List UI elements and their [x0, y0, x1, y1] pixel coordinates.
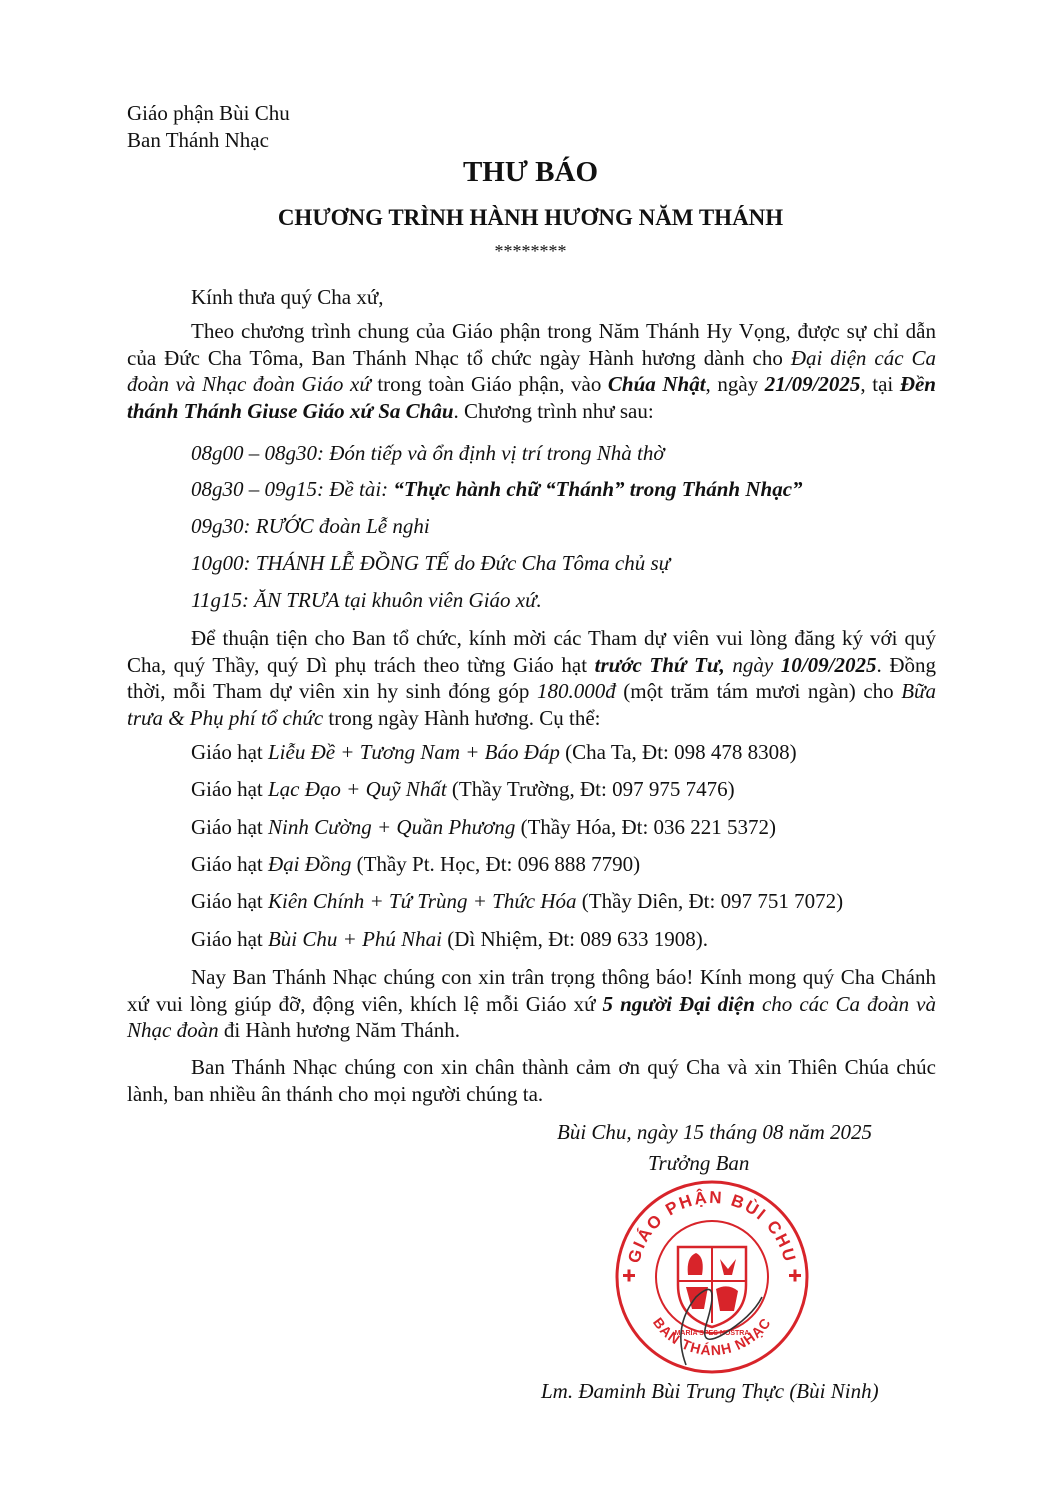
seal-stamp — [612, 1177, 812, 1377]
place-date: Bùi Chu, ngày 15 tháng 08 năm 2025 — [557, 1120, 872, 1144]
deanery-contact — [191, 888, 843, 914]
text-run: Nay Ban Thánh Nhạc chúng con xin trân trọng thông báo! Kính mong quý Cha Chánh xứ vui lòng giúp đỡ, động viên, khích lệ mỗi Giáo xứ — [127, 965, 936, 1016]
text-run: (một trăm tám mươi ngàn) cho — [615, 679, 902, 703]
text-run: Giáo hạt — [191, 927, 268, 951]
deanery-name: Liễu Đề + Tương Nam + Báo Đáp — [267, 740, 560, 764]
contact-info: (Thầy Diên, Đt: 097 751 7072) — [576, 889, 844, 913]
deanery-name: Ninh Cường + Quần Phương — [267, 815, 516, 839]
text-run: . Đồng thời, mỗi Tham dự viên xin hy sinh đóng góp — [127, 652, 936, 703]
text-run: 21/09/2025 — [764, 372, 861, 396]
text-run: , ngày — [705, 372, 765, 396]
deanery-name: Lạc Đạo + Quỹ Nhất — [267, 777, 447, 801]
text-run: 08g30 – 09g15: Đề tài: — [191, 477, 394, 501]
registration-paragraph — [127, 625, 936, 731]
text-run: 10/09/2025 — [780, 652, 877, 677]
diocese-name: Giáo phận Bùi Chu — [127, 101, 290, 125]
letter-subtitle: CHƯƠNG TRÌNH HÀNH HƯƠNG NĂM THÁNH — [277, 205, 784, 230]
schedule-item: 08g00 – 08g30: Đón tiếp và ổn định vị trí trong Nhà thờ — [191, 441, 665, 465]
text-run: Giáo hạt — [191, 777, 268, 801]
text-run: Đại diện các Ca đoàn và Nhạc đoàn Giáo xứ — [127, 345, 936, 396]
deanery-name: Đại Đồng — [267, 852, 352, 876]
text-run: Giáo hạt — [191, 889, 268, 913]
contact-info: (Thầy Trường, Đt: 097 975 7476) — [446, 777, 735, 801]
text-run: trong toàn Giáo phận, vào — [370, 372, 608, 396]
contact-info: (Cha Ta, Đt: 098 478 8308) — [559, 740, 797, 764]
signer-role: Trưởng Ban — [648, 1151, 750, 1175]
deanery-contact — [191, 926, 708, 952]
text-run: Đền thánh Thánh Giuse Giáo xứ Sa Châu — [127, 372, 936, 423]
deanery-name: Bùi Chu + Phú Nhai — [267, 927, 442, 951]
schedule-item: 11g15: ĂN TRƯA tại khuôn viên Giáo xứ. — [191, 588, 542, 612]
text-run: Để thuận tiện cho Ban tổ chức, kính mời các Tham dự viên vui lòng đăng ký với quý Cha, quý Thầy, quý Dì phụ trách theo từng Giáo hạt — [127, 626, 936, 677]
deanery-contact — [191, 776, 735, 802]
deanery-contact — [191, 739, 797, 765]
text-run: trong ngày Hành hương. Cụ thể: — [323, 705, 601, 730]
shield-emblem-icon — [678, 1247, 746, 1327]
text-run: đi Hành hương Năm Thánh. — [218, 1018, 460, 1042]
thanks-paragraph: Ban Thánh Nhạc chúng con xin chân thành cảm ơn quý Cha và xin Thiên Chúa chúc lành, ban nhiều ân thánh cho mọi người chúng ta. — [127, 1055, 936, 1106]
signer-name: Lm. Đaminh Bùi Trung Thực (Bùi Ninh) — [541, 1379, 879, 1403]
contact-info: (Thầy Pt. Học, Đt: 096 888 7790) — [351, 852, 641, 876]
text-run: cho các Ca đoàn và Nhạc đoàn — [127, 991, 936, 1042]
deanery-name: Kiên Chính + Tứ Trùng + Thức Hóa — [267, 889, 577, 913]
text-run: Giáo hạt — [191, 740, 268, 764]
text-run: ngày — [724, 652, 781, 677]
announcement-paragraph — [127, 964, 936, 1044]
deanery-contact — [191, 814, 776, 840]
text-run: trước Thứ Tư, — [594, 652, 725, 677]
text-run: Chúa Nhật — [607, 372, 706, 396]
text-run: , tại — [860, 372, 900, 396]
seal-top-text: GIÁO PHẬN BÙI CHU — [624, 1187, 800, 1266]
text-run: Theo chương trình chung của Giáo phận trong Năm Thánh Hy Vọng, được sự chỉ dẫn của Đức Cha Tôma, Ban Thánh Nhạc tổ chức ngày Hành hương dành cho — [127, 319, 936, 370]
letter-title: THƯ BÁO — [462, 156, 599, 188]
schedule-item: 10g00: THÁNH LỄ ĐỒNG TẾ do Đức Cha Tôma chủ sự — [191, 551, 671, 575]
intro-paragraph — [127, 318, 936, 424]
greeting: Kính thưa quý Cha xứ, — [191, 285, 384, 309]
contact-info: (Dì Nhiệm, Đt: 089 633 1908). — [442, 927, 708, 951]
text-run: Giáo hạt — [191, 815, 268, 839]
text-run: . Chương trình như sau: — [453, 398, 654, 423]
schedule-item — [191, 476, 803, 502]
text-run: Bữa trưa & Phụ phí tổ chức — [127, 679, 936, 730]
text-run: 180.000đ — [536, 679, 616, 703]
schedule-item: 09g30: RƯỚC đoàn Lễ nghi — [191, 514, 430, 538]
committee-name: Ban Thánh Nhạc — [127, 128, 269, 152]
seal-motto: MARIA SPES NOSTRA — [674, 1330, 750, 1337]
deanery-contact — [191, 851, 640, 877]
text-run: Giáo hạt — [191, 852, 268, 876]
seal-bottom-text: BAN THÁNH NHẠC — [649, 1314, 775, 1359]
text-run: 5 người Đại diện — [602, 991, 755, 1016]
separator-stars: ******** — [494, 241, 567, 261]
contact-info: (Thầy Hóa, Đt: 036 221 5372) — [515, 815, 777, 839]
topic-title: “Thực hành chữ “Thánh” trong Thánh Nhạc” — [393, 477, 803, 501]
